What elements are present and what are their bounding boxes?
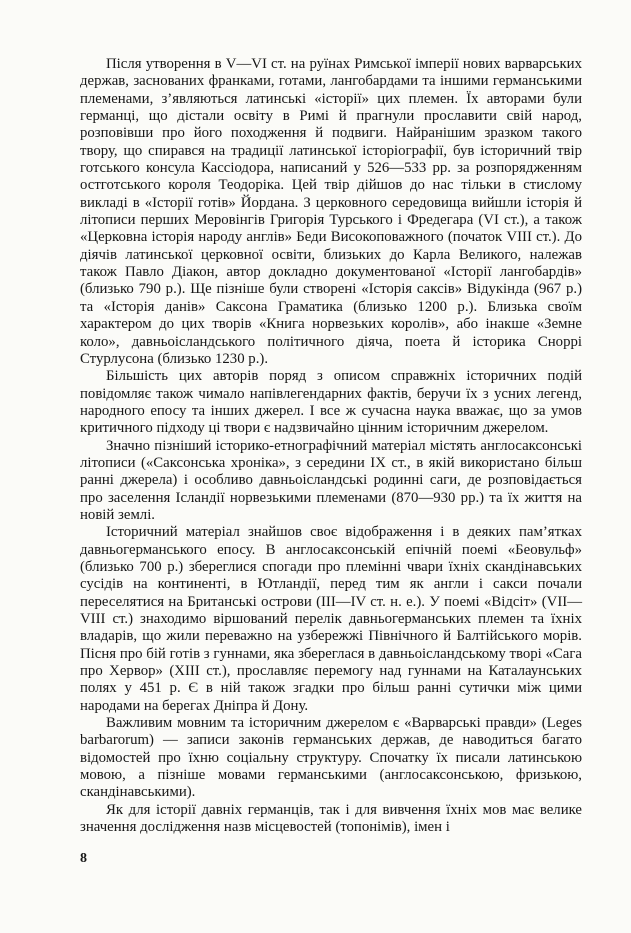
- body-text: [80, 56, 582, 836]
- paragraph-6: Як для історії давніх германців, так і для вивчення їхніх мов має велике значення дослідження назв місцевостей (топонімів), імен і: [80, 801, 582, 836]
- paragraph-4: Історичний матеріал знайшов своє відображення і в деяких пам’ятках давньогерманського епосу. В англосаксонській епічній поемі «Беовульф» (близько 700 р.) збереглися спогади про племінні чвари їхніх скандінавських сусідів на континенті, в Ютландії, перед тим як англи і сакси почали переселятися на Британські острови (III—IV ст. н. е.). У поемі «Відсіт» (VII—VIII ст.) знаходимо віршований перелік давньогерманських племен та їхніх владарів, що жили переважно на узбережжі Північного й Балтійського морів. Пісня про бій готів з гуннами, яка збереглася в давньоісландському творі «Сага про Хервор» (XIII ст.), прославляє перемогу над гуннами на Каталаунських полях у 451 р. Є в ній також згадки про більш ранні сутички між цими народами на берегах Дніпра й Дону.: [80, 524, 582, 714]
- paragraph-5: Важливим мовним та історичним джерелом є «Варварські правди» (Leges barbarorum) — записи законів германських держав, де наводиться багато відомостей про їхню соціальну структуру. Спочатку їх писали латинською мовою, а пізніше мовами германськими (англосаксонською, фризькою, скандінавськими).: [80, 715, 582, 801]
- paragraph-3: Значно пізніший історико-етнографічний матеріал містять англосаксонські літописи («Саксонська хроніка», з середини IX ст., в якій використано більш ранні джерела) і особливо давньоісландські родинні саги, де розповідається про заселення Ісландії норвезькими племенами (870—930 рр.) та їх життя на новій землі.: [80, 437, 582, 523]
- paragraph-1: Після утворення в V—VI ст. на руїнах Римської імперії нових варварських держав, заснованих франками, готами, лангобардами та іншими германськими племенами, з’являються латинські «історії» цих племен. Їх авторами були германці, що дістали освіту в Римі й прагнули прославити свій народ, розповівши про його походження й подвиги. Найранішим зразком такого твору, що спирався на традиції латинської історіографії, був історичний твір готського консула Кассіодора, написаний у 526—533 рр. за розпорядженням остготського короля Теодоріка. Цей твір дійшов до нас тільки в стислому викладі в «Історії готів» Йордана. З церковного середовища вийшли історія й літописи перших Меровінгів Григорія Турського і Фредегара (VI ст.), а також «Церковна історія народу англів» Беди Високоповажного (початок VIII ст.). До діячів латинської церковної освіти, близьких до Карла Великого, належав також Павло Діакон, автор докладно документованої «Історії лангобардів» (близько 790 р.). Ще пізніше були створені «Історія саксів» Відукінда (967 р.) та «Історія данів» Саксона Граматика (близько 1200 р.). Близька своїм характером до цих творів «Книга норвезьких королів», або інакше «Земне коло», давньоісландського політичного діяча, поета й історика Сноррі Стурлусона (близько 1230 р.).: [80, 56, 582, 367]
- paragraph-2: Більшість цих авторів поряд з описом справжніх історичних подій повідомляє також чимало напівлегендарних фактів, беручи їх з усних легенд, народного епосу та інших джерел. І все ж сучасна наука вважає, що за умов критичного підходу ці твори є надзвичайно цінним історичним джерелом.: [80, 368, 582, 437]
- page-number: 8: [80, 851, 87, 866]
